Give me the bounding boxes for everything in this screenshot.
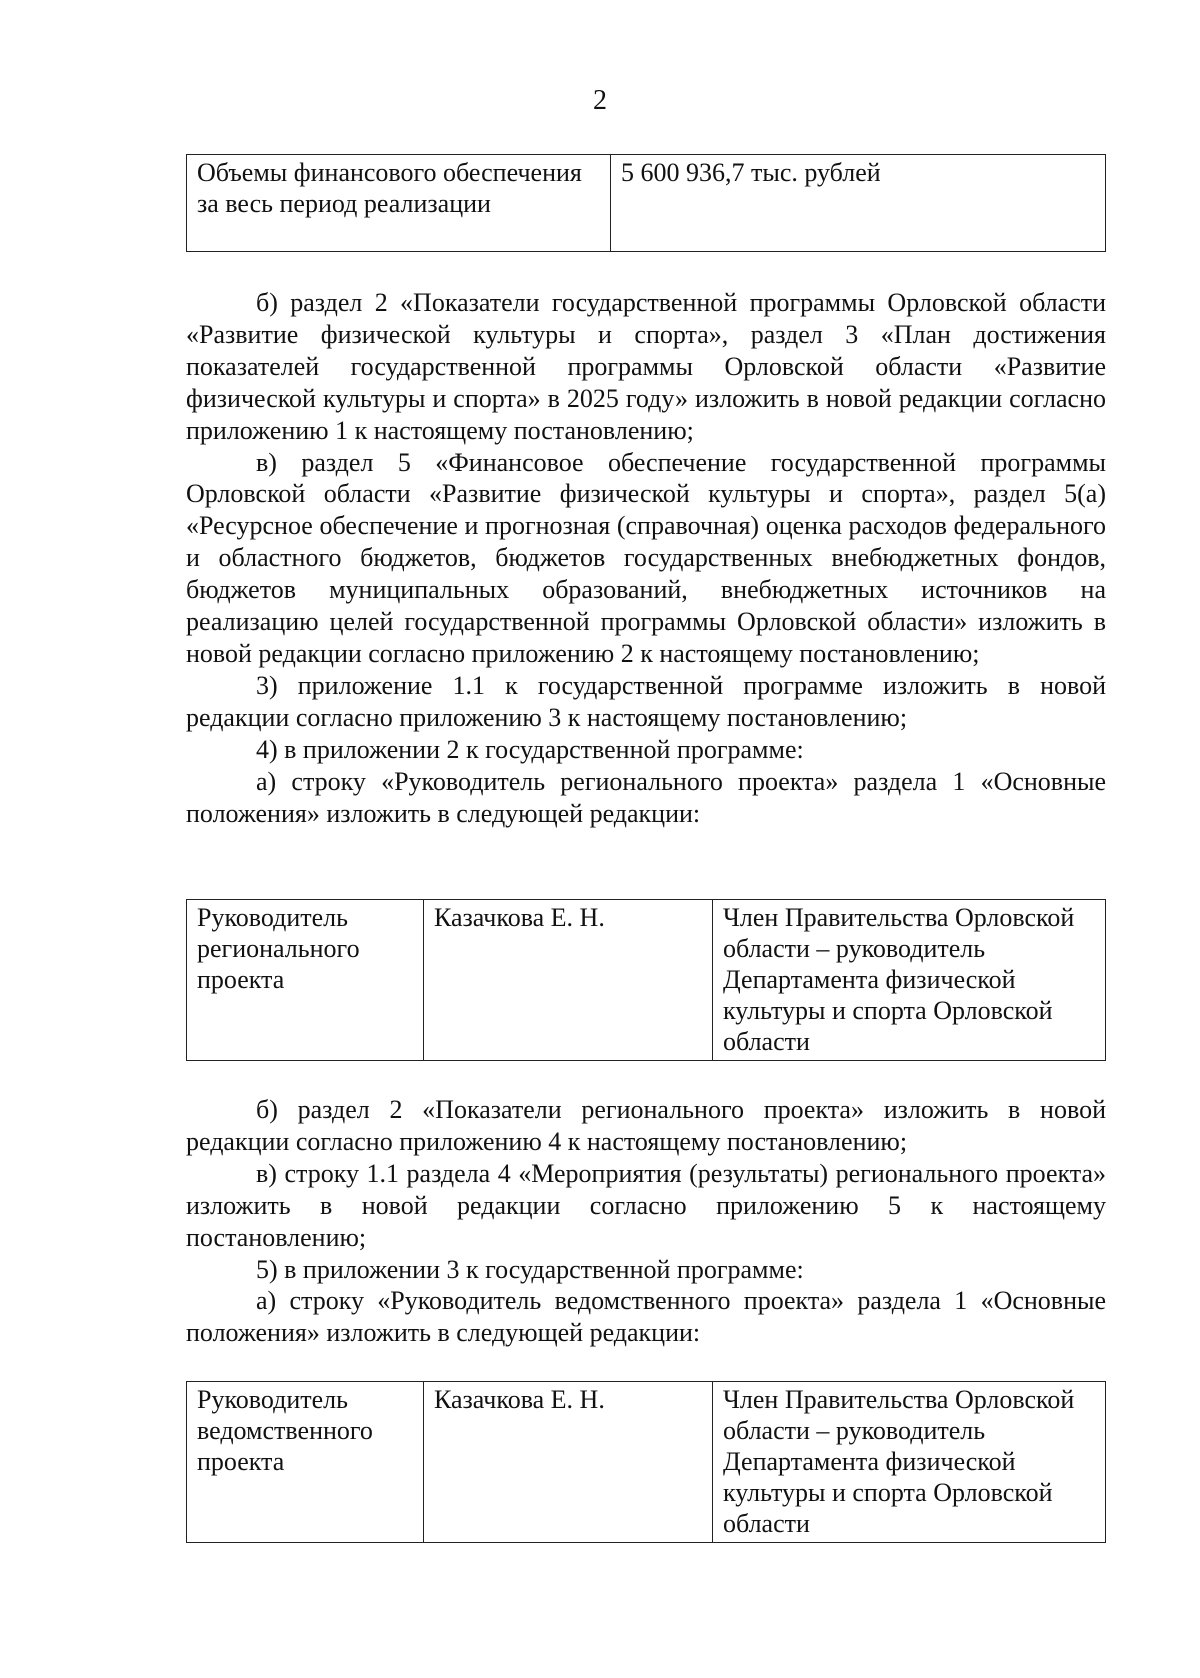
name-cell: Казачкова Е. Н.: [424, 1382, 713, 1543]
funding-label-cell: Объемы финансового обеспечения за весь период реализации: [187, 155, 611, 252]
table-row: [187, 1382, 1106, 1543]
name-cell: Казачкова Е. Н.: [424, 900, 713, 1061]
table-row: [187, 155, 1106, 252]
position-cell: Член Правительства Орловской области – руководитель Департамента физической культуры и спорта Орловской области: [713, 900, 1106, 1061]
paragraph: б) раздел 2 «Показатели регионального проекта» изложить в новой редакции согласно приложению 4 к настоящему постановлению;: [186, 1095, 1106, 1156]
role-cell: Руководитель регионального проекта: [187, 900, 424, 1061]
funding-table: [186, 154, 1106, 252]
paragraph: в) раздел 5 «Финансовое обеспечение государственной программы Орловской области «Развитие физической культуры и спорта», раздел 5(а) «Ресурсное обеспечение и прогнозная (справочная) оценка расходов федерального и областного бюджетов, бюджетов государственных внебюджетных фондов, бюджетов муниципальных образований, внебюджетных источников на реализацию целей государственной программы Орловской области» изложить в новой редакции согласно приложению 2 к настоящему постановлению;: [186, 447, 1106, 668]
paragraph: а) строку «Руководитель регионального проекта» раздела 1 «Основные положения» изложить в следующей редакции:: [186, 766, 1106, 828]
paragraph: 5) в приложении 3 к государственной программе:: [256, 1254, 804, 1284]
position-cell: Член Правительства Орловской области – руководитель Департамента физической культуры и спорта Орловской области: [713, 1382, 1106, 1543]
amendments-block-2: [186, 1094, 1106, 1349]
paragraph: 4) в приложении 2 к государственной программе:: [256, 734, 804, 764]
paragraph: а) строку «Руководитель ведомственного проекта» раздела 1 «Основные положения» изложить в следующей редакции:: [186, 1286, 1106, 1348]
paragraph: в) строку 1.1 раздела 4 «Мероприятия (результаты) регионального проекта» изложить в новой редакции согласно приложению 5 к настоящему постановлению;: [186, 1158, 1106, 1252]
page-number: 2: [593, 85, 607, 116]
regional-project-head-table: [186, 899, 1106, 1061]
funding-value-cell: 5 600 936,7 тыс. рублей: [611, 155, 1106, 252]
role-cell: Руководитель ведомственного проекта: [187, 1382, 424, 1543]
amendments-block-1: [186, 287, 1106, 829]
departmental-project-head-table: [186, 1381, 1106, 1543]
paragraph: 3) приложение 1.1 к государственной программе изложить в новой редакции согласно приложению 3 к настоящему постановлению;: [186, 670, 1106, 732]
paragraph: б) раздел 2 «Показатели государственной программы Орловской области «Развитие физической культуры и спорта», раздел 3 «План достижения показателей государственной программы Орловской области «Развитие физической культуры и спорта» в 2025 году» изложить в новой редакции согласно приложению 1 к настоящему постановлению;: [186, 288, 1106, 445]
table-row: [187, 900, 1106, 1061]
